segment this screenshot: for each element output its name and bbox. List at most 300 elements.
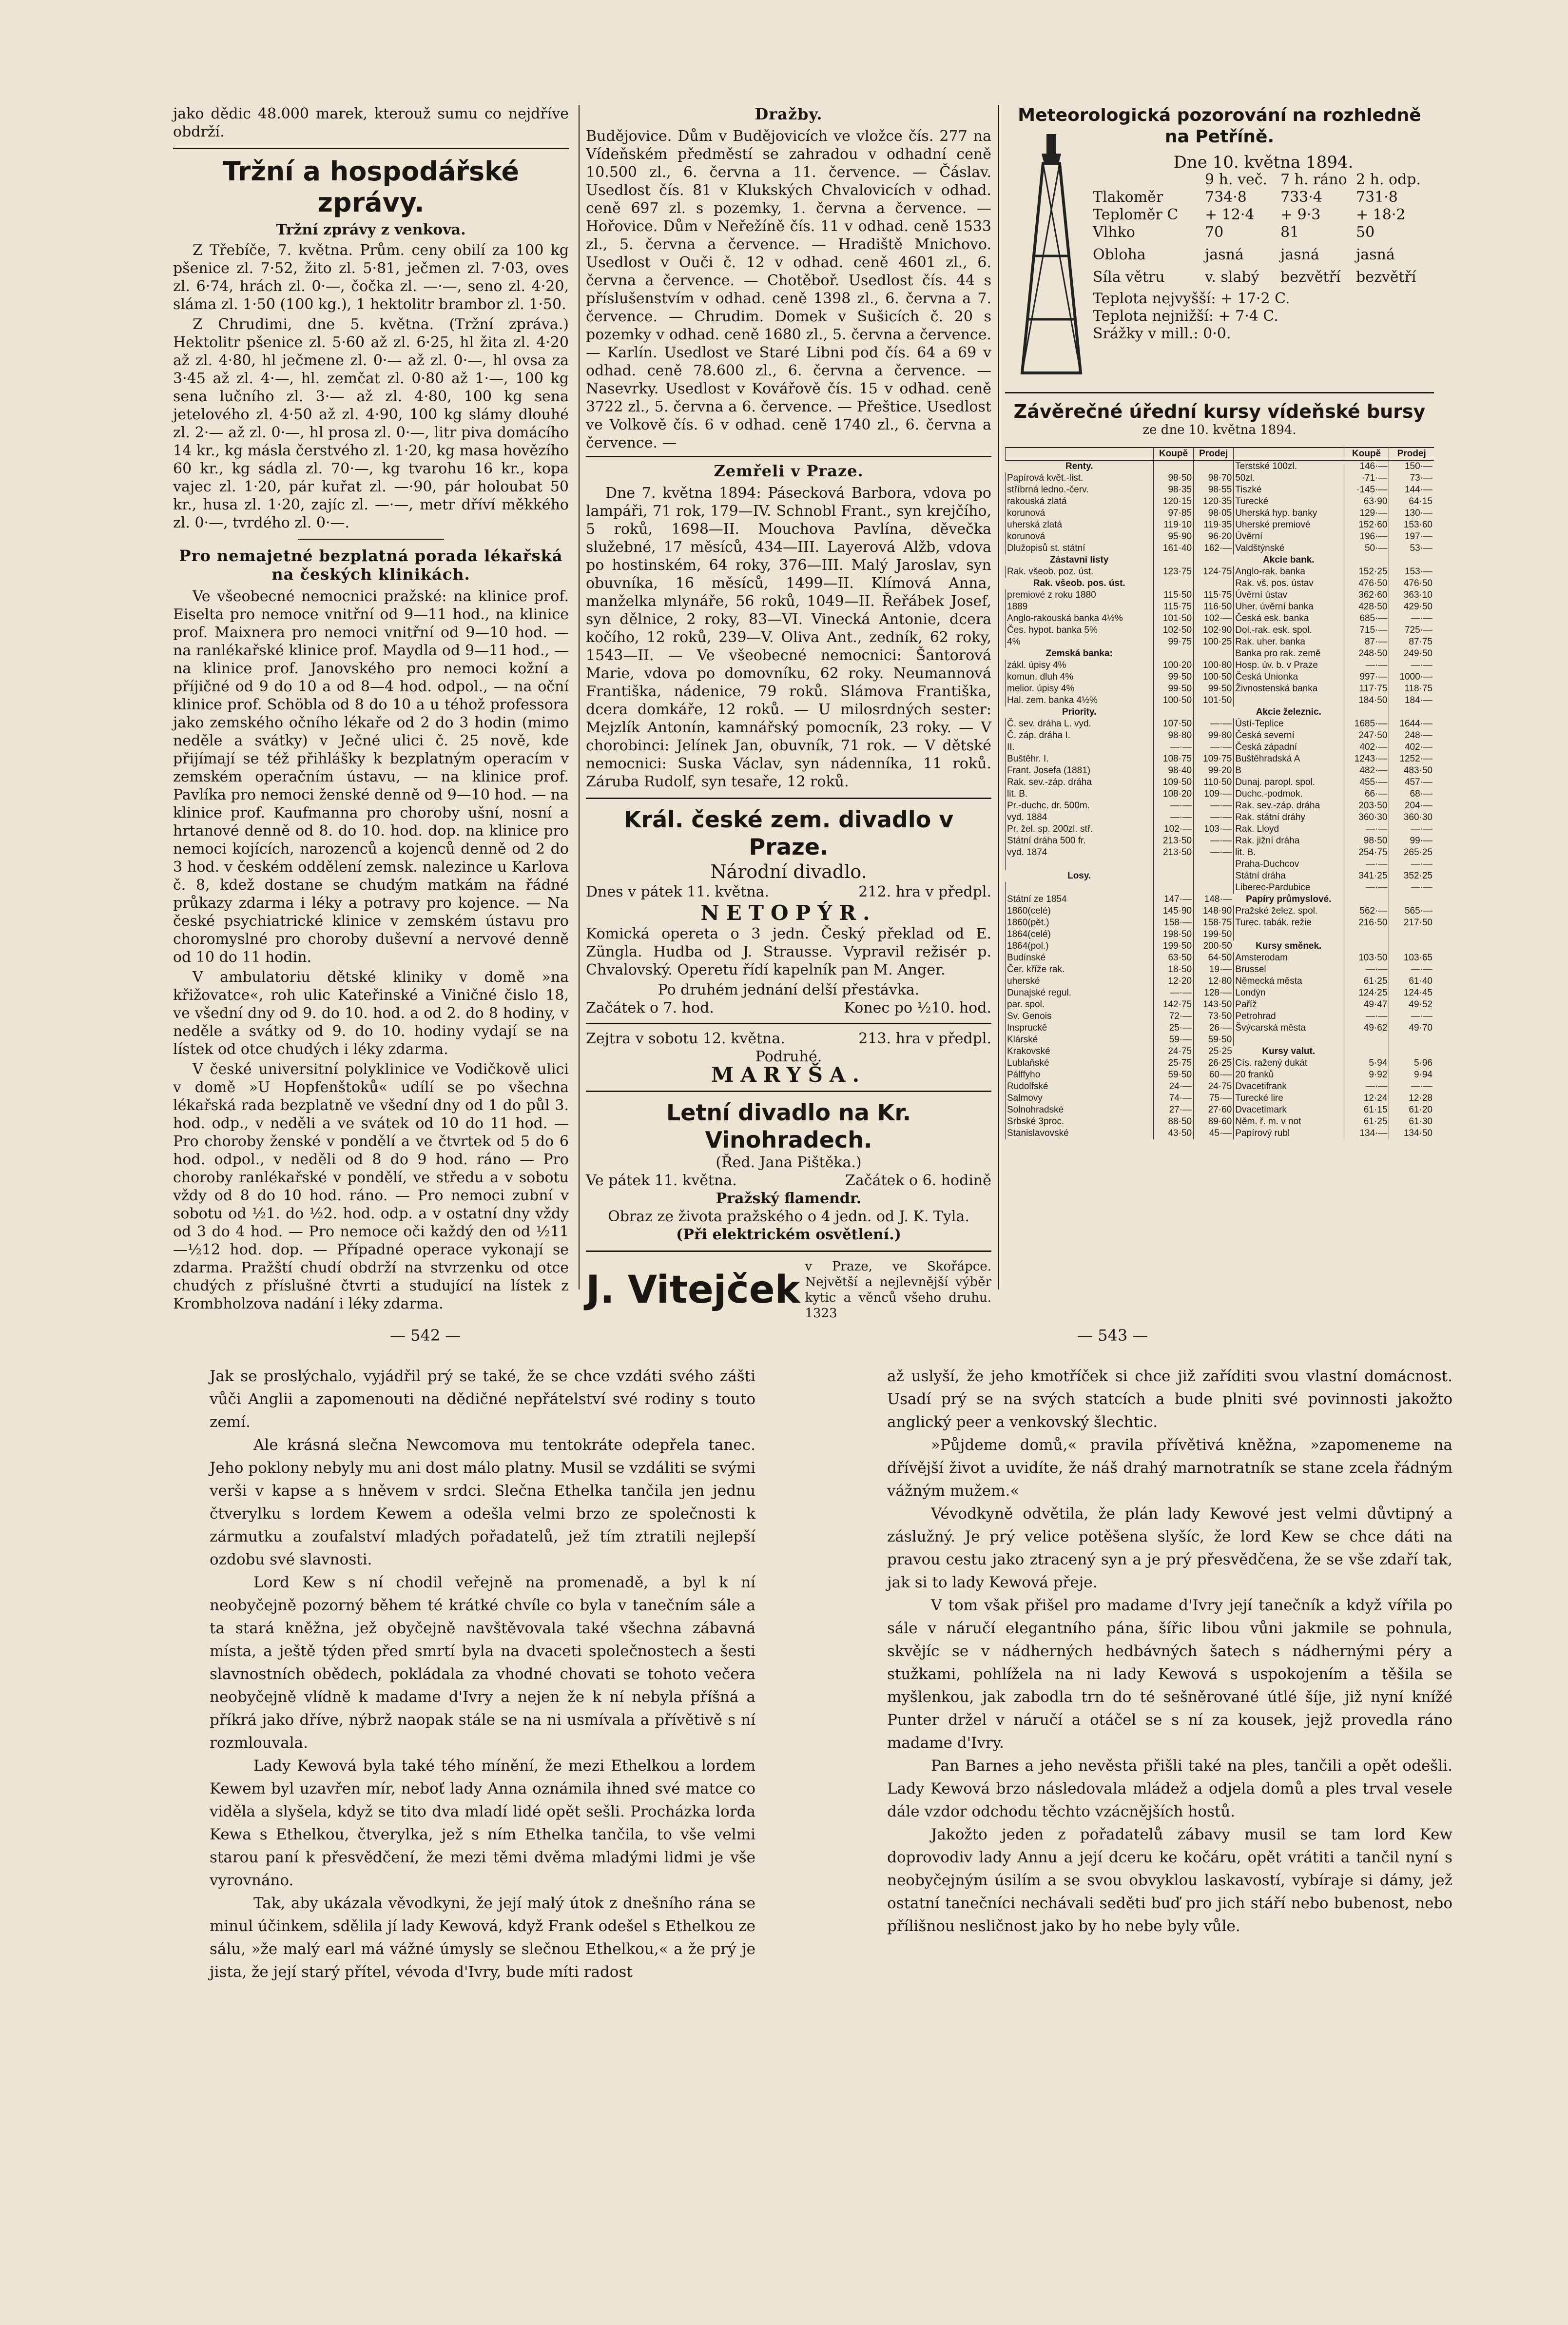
exchange-cell: 100·20 (1153, 660, 1193, 671)
exchange-cell: Paříž (1234, 999, 1344, 1011)
exchange-cell: 1889 (1006, 601, 1154, 613)
exchange-cell: 18·50 (1153, 964, 1193, 976)
exchange-row (1006, 695, 1434, 706)
exchange-cell: Rudolfské (1006, 1081, 1154, 1093)
theater-next-date: Zejtra v sobotu 12. května. (586, 1030, 785, 1047)
exchange-cell (1153, 578, 1193, 589)
exchange-row (1006, 683, 1434, 695)
exchange-cell: Živnostenská banka (1234, 683, 1344, 695)
exchange-cell: 476·50 (1389, 578, 1434, 589)
exchange-row (1006, 1046, 1434, 1057)
exchange-row (1006, 554, 1434, 566)
exchange-cell: 254·75 (1344, 847, 1389, 859)
exchange-cell: 74·— (1153, 1093, 1193, 1104)
exchange-cell (1234, 695, 1344, 706)
divider (586, 1091, 991, 1092)
exchange-cell: 50·— (1344, 543, 1389, 554)
exchange-cell: komun. dluh 4% (1006, 671, 1154, 683)
exchange-cell: 99·80 (1194, 730, 1234, 742)
exchange-cell: 9·94 (1389, 1069, 1434, 1081)
exchange-cell: Úvěrní ústav (1234, 589, 1344, 601)
exchange-cell (1234, 1034, 1344, 1046)
weather-value: 734·8 (1205, 189, 1247, 206)
exchange-cell: 5·94 (1344, 1057, 1389, 1069)
exchange-cell: 115·75 (1194, 589, 1234, 601)
exchange-cell: Turecké lire (1234, 1093, 1344, 1104)
exchange-cell (1153, 706, 1193, 718)
exchange-cell: 25·25 (1194, 1046, 1234, 1057)
exchange-cell: 184·— (1389, 695, 1434, 706)
exchange-row (1006, 660, 1434, 671)
exchange-cell: 143·50 (1194, 999, 1234, 1011)
exchange-row (1006, 566, 1434, 578)
exchange-cell: 120·35 (1194, 496, 1234, 508)
exchange-cell: Inspruckě (1006, 1022, 1154, 1034)
exchange-cell: 249·50 (1389, 648, 1434, 660)
exchange-cell: 129·— (1344, 508, 1389, 519)
exchange-cell: 457·— (1389, 777, 1434, 788)
exchange-cell: uherská zlatá (1006, 519, 1154, 531)
exchange-cell: 12·28 (1389, 1093, 1434, 1104)
weather-value: 50 (1356, 224, 1375, 241)
exchange-row (1006, 625, 1434, 636)
exchange-cell: 66·— (1344, 788, 1389, 800)
exchange-cell: 99·— (1389, 835, 1434, 847)
divider (1005, 392, 1434, 393)
exchange-cell: 73·50 (1194, 1011, 1234, 1022)
exchange-cell: Státní dráha (1234, 870, 1344, 882)
exchange-cell: Švýcarská města (1234, 1022, 1344, 1034)
exchange-cell: 196·— (1344, 531, 1389, 543)
exchange-cell: vyd. 1884 (1006, 812, 1154, 823)
exchange-cell: —·— (1344, 859, 1389, 870)
exchange-cell: Brussel (1234, 964, 1344, 976)
exchange-cell: Amsterodam (1234, 952, 1344, 964)
weather-value: jasná (1205, 246, 1244, 263)
exchange-cell (1194, 648, 1234, 660)
exchange-cell: 20 franků (1234, 1069, 1344, 1081)
theater-intermission: Po druhém jednání delší přestávka. (658, 981, 920, 998)
exchange-cell: —·— (1194, 835, 1234, 847)
exchange-cell: 158·— (1153, 917, 1193, 929)
exchange-cell: 59·50 (1153, 1069, 1193, 1081)
exchange-cell: B (1234, 765, 1344, 777)
exchange-cell: Dunajské regul. (1006, 987, 1154, 999)
exchange-cell: Lublaňské (1006, 1057, 1154, 1069)
theater-summer-lighting: (Při elektrickém osvětlení.) (676, 1226, 901, 1243)
exchange-cell: —·— (1153, 812, 1193, 823)
exchange-cell: 248·50 (1344, 648, 1389, 660)
exchange-cell: Anglo-rak. banka (1234, 566, 1344, 578)
exchange-cell: 19·— (1194, 964, 1234, 976)
exchange-cell: Čes. hypot. banka 5% (1006, 625, 1154, 636)
exchange-cell: Uherská hyp. banky (1234, 508, 1344, 519)
exchange-cell: 153·— (1389, 566, 1434, 578)
exchange-cell: Buštěhradská A (1234, 753, 1344, 765)
exchange-cell: Pražské želez. spol. (1234, 905, 1344, 917)
exchange-cell: —·— (1153, 987, 1193, 999)
exchange-cell: 61·25 (1344, 976, 1389, 987)
weather-label-wind: Síla větru (1093, 269, 1165, 286)
exchange-cell: Frant. Josefa (1881) (1006, 765, 1154, 777)
exchange-cell: Rak. jižní dráha (1234, 835, 1344, 847)
exchange-cell: par. spol. (1006, 999, 1154, 1011)
exchange-cell: Akcie železnic. (1256, 707, 1321, 717)
exchange-cell: Cís. ražený dukát (1234, 1057, 1344, 1069)
exchange-cell: Rak. sev.-záp. dráha (1234, 800, 1344, 812)
exchange-cell: 45·— (1194, 1128, 1234, 1139)
exchange-cell: 24·75 (1153, 1046, 1193, 1057)
exchange-row (1006, 460, 1434, 472)
exchange-cell: 1685·— (1344, 718, 1389, 730)
exchange-cell: Salmovy (1006, 1093, 1154, 1104)
exchange-row (1006, 976, 1434, 987)
exchange-cell (1344, 1046, 1389, 1057)
theater-national-subtitle: Národní divadlo. (710, 861, 867, 882)
exchange-row (1006, 1069, 1434, 1081)
theater-play-desc: Komická opereta o 3 jedn. Český překlad od E. Züngla. Hudba od J. Strausse. Vypravil režisér p. Chvalovský. Operetu řídí kapelník pan M. Anger. (586, 925, 991, 978)
exchange-cell: 118·75 (1389, 683, 1434, 695)
exchange-cell: Česká Unionka (1234, 671, 1344, 683)
theater-summer-director: (Řed. Jana Pištěka.) (716, 1154, 862, 1171)
exchange-cell: —·— (1389, 613, 1434, 625)
exchange-cell: lit. B. (1006, 788, 1154, 800)
exchange-cell: 73·— (1389, 472, 1434, 484)
exchange-cell: Renty. (1065, 461, 1093, 471)
exchange-cell: 107·50 (1153, 718, 1193, 730)
exchange-cell: 25·— (1153, 1022, 1193, 1034)
medical-para-2: V ambulatoriu dětské kliniky v domě »na křižovatce«, roh ulic Kateřinské a Viničné čislo 18, ve všední dny od 9. do 10. hod. a od 2. do 8 hodiny, v neděle a svátky od 9. do 10. hodiny vydají se na lístek od otce chudých i léky zdarma. (173, 969, 569, 1058)
exchange-cell (1344, 1034, 1389, 1046)
exchange-cell: 68·— (1389, 788, 1434, 800)
exchange-cell: Liberec-Pardubice (1234, 882, 1344, 894)
theater-subscription: 212. hra v předpl. (858, 883, 991, 900)
exchange-cell: 108·20 (1153, 788, 1193, 800)
exchange-cell: 99·50 (1153, 683, 1193, 695)
exchange-cell: Papírový rubl (1234, 1128, 1344, 1139)
exchange-cell: Zástavní listy (1050, 555, 1109, 565)
exchange-cell: 152·60 (1344, 519, 1389, 531)
exchange-header-cell: Prodej (1389, 448, 1434, 460)
exchange-cell: 362·60 (1344, 589, 1389, 601)
exchange-cell: 100·50 (1194, 671, 1234, 683)
exchange-cell: korunová (1006, 531, 1154, 543)
exchange-cell: —·— (1344, 660, 1389, 671)
exchange-cell: 109·50 (1153, 777, 1193, 788)
exchange-cell: 115·75 (1153, 601, 1193, 613)
exchange-cell: 198·50 (1153, 929, 1193, 940)
story-paragraph: Jak se proslýchalo, vyjádřil prý se také, že se chce vzdáti svého zášti vůči Anglii a zapomenouti na dědičné nepřátelství své rodiny s touto zemí. (210, 1368, 755, 1431)
exchange-cell (1153, 648, 1193, 660)
exchange-cell: —·— (1153, 742, 1193, 753)
theater-next-play: MARYŠA. (711, 1063, 867, 1087)
exchange-row (1006, 917, 1434, 929)
exchange-row (1006, 730, 1434, 742)
exchange-cell: lit. B. (1234, 847, 1344, 859)
exchange-cell: Pr.-duchc. dr. 500m. (1006, 800, 1154, 812)
theater-national-title: Král. české zem. divadlo v Praze. (623, 806, 954, 860)
story-paragraph: Jakožto jeden z pořadatelů zábavy musil se tam lord Kew doprovodiv lady Annu a její dceru ke kočáru, opět vrátiti a tančil nyní s neobyčejným úsilím a se svou obvyklou laskavostí, vybíraje si dámy, jež ostatní tanečníci nechávali seděti buď pro jich stáří nebo bubenost, nebo přílišnou nesličnost jako by ho nebe byly vůle. (887, 1826, 1452, 1935)
exchange-cell: 12·20 (1153, 976, 1193, 987)
weather-value: jasná (1356, 246, 1395, 263)
column-weather-exchange (1005, 105, 1434, 1294)
exchange-cell: Priority. (1062, 707, 1097, 717)
story-paragraph: »Půjdeme domů,« pravila přívětivá kněžna, »zapomeneme na dřívější život a uvidíte, že náš drahý marnotratník se stane zcela řádným vážným mužem.« (887, 1436, 1452, 1500)
exchange-cell: 49·47 (1344, 999, 1389, 1011)
weather-value: jasná (1280, 246, 1319, 263)
exchange-cell: 124·75 (1194, 566, 1234, 578)
exchange-cell: 1000·— (1389, 671, 1434, 683)
exchange-cell: 98·55 (1194, 484, 1234, 496)
exchange-cell: Rak. uher. banka (1234, 636, 1344, 648)
exchange-cell: Losy. (1067, 871, 1091, 881)
theater-play-title: NETOPÝR. (700, 901, 877, 925)
exchange-cell: Rak. vš. pos. ústav (1234, 578, 1344, 589)
exchange-cell (1006, 882, 1154, 894)
florist-ad-number: 1323 (805, 1306, 837, 1321)
exchange-cell: Stanislavovské (1006, 1128, 1154, 1139)
theater-summer-start: Začátek o 6. hodině (845, 1172, 991, 1189)
exchange-row (1006, 940, 1434, 952)
exchange-cell (1344, 929, 1389, 940)
exchange-row (1006, 1128, 1434, 1139)
exchange-cell: 98·35 (1153, 484, 1193, 496)
weather-time-2: 7 h. ráno (1280, 171, 1347, 188)
story-paragraph: Lady Kewová byla také tého mínění, že mezi Ethelkou a lordem Kewem byl uzavřen mír, neboť lady Anna oznámila ihned své matce co viděla a slyšela, když se tito dva mladí lidé opět sešli. Procházka lorda Kewa s Ethelkou, čtverylka, jež s ním Ethelka tančila, to vše velmi starou paní k přesvědčení, že mezi těmi dvěma mladými lidmi je vše vyrovnáno. (210, 1757, 755, 1889)
exchange-cell: 428·50 (1344, 601, 1389, 613)
exchange-cell: —·— (1389, 882, 1434, 894)
exchange-cell: —·— (1194, 718, 1234, 730)
exchange-cell (1153, 882, 1193, 894)
weather-time-3: 2 h. odp. (1356, 171, 1421, 188)
exchange-cell: 134·50 (1389, 1128, 1434, 1139)
exchange-cell: 98·70 (1194, 472, 1234, 484)
story-paragraph: V tom však přišel pro madame d'Ivry její tanečník a když vířila po sále v náručí elegantního pána, šířic libou vůni jakmile se pohnula, skvějíc se v nádherných hedbávných šatech s nádhernými péry a stužkami, pohlížela na ni lady Kewová s uspokojením a těšila se myšlenkou, jak zabodla trn do té sešněrované útlé šíje, již nyní knížé Punter držel v náručí a otáčel se s ní za kousek, jejž provedla ráno madame d'Ivry. (887, 1597, 1452, 1752)
exchange-cell: Petrohrad (1234, 1011, 1344, 1022)
exchange-cell: 103·— (1194, 823, 1234, 835)
auctions-text: Budějovice. Dům v Budějovicích ve vložce čís. 277 na Vídeňském předměstí se zahradou v odhadní ceně 10.500 zl., 6. června a 11. července. — Čáslav. Usedlost čís. 81 v Klukských Chvalovicích v odhad. ceně 697 zl. s pozemky, 1. června a července. — Hořovice. Dům v Neřežíně čís. 11 v odhad. ceně 1533 zl., 5. června a července. — Hradiště Mnichovo. Usedlost v Ouči č. 12 v odhad. ceně 4601 zl., 6. června a července. — Chotěboř. Usedlost čís. 44 s příslušenstvím v odhad. ceně 1398 zl., 6. června a 7. července. — Chrudim. Domek v Sušicích č. 20 s pozemky v odhad. ceně 1680 zl., 5. června a července. — Karlín. Usedlost ve Staré Libni pod čís. 64 a 69 v odhad. ceně 78.600 zl., 6. června a července. — Nasevrky. Usedlost v Kovářově čís. 15 v odhad. ceně 3722 zl., 5. června a 6. července. — Přeštice. Usedlost ve Volkově čís. 6 v odhad. ceně 1740 zl., 6. června a července. — (586, 128, 991, 451)
exchange-cell (1344, 706, 1389, 718)
exchange-cell: Čer. kříže rak. (1006, 964, 1154, 976)
exchange-cell: 95·90 (1153, 531, 1193, 543)
weather-block (1005, 105, 1434, 385)
exchange-cell: 49·62 (1344, 1022, 1389, 1034)
exchange-cell: —·— (1194, 800, 1234, 812)
exchange-cell: 145·90 (1153, 905, 1193, 917)
theater-start: Začátek o 7. hod. (586, 999, 714, 1016)
exchange-cell: 63·50 (1153, 952, 1193, 964)
market-subtitle: Tržní zprávy z venkova. (276, 221, 466, 238)
exchange-cell: ·145·— (1344, 484, 1389, 496)
weather-precipitation: Srážky v mill.: 0·0. (1093, 325, 1231, 342)
exchange-cell: 49·70 (1389, 1022, 1434, 1034)
exchange-row (1006, 1022, 1434, 1034)
exchange-cell: 1864(celé) (1006, 929, 1154, 940)
exchange-cell (1194, 859, 1234, 870)
exchange-row (1006, 964, 1434, 976)
exchange-cell: 53·— (1389, 543, 1434, 554)
exchange-cell: 146·— (1344, 460, 1389, 472)
exchange-cell: 213·50 (1153, 847, 1193, 859)
exchange-cell: 25·75 (1153, 1057, 1193, 1069)
exchange-cell (1344, 894, 1389, 905)
exchange-cell: 341·25 (1344, 870, 1389, 882)
exchange-cell: 117·75 (1344, 683, 1389, 695)
exchange-cell: 98·50 (1153, 472, 1193, 484)
exchange-cell: 88·50 (1153, 1116, 1193, 1128)
exchange-cell: 1860(celé) (1006, 905, 1154, 917)
exchange-cell: 402·— (1344, 742, 1389, 753)
exchange-cell: 142·75 (1153, 999, 1193, 1011)
exchange-cell (1153, 870, 1193, 882)
weather-value: 70 (1205, 224, 1224, 241)
exchange-cell: 12·80 (1194, 976, 1234, 987)
exchange-row (1006, 765, 1434, 777)
exchange-row (1006, 788, 1434, 800)
exchange-cell: 27·— (1153, 1104, 1193, 1116)
exchange-cell (1234, 929, 1344, 940)
exchange-cell: 24·— (1153, 1081, 1193, 1093)
story-paragraph: až uslyší, že jeho kmotříček si chce již zaříditi svou vlastní domácnost. Usadí prý se na svých statcích a bude plniti své povinnosti jakožto anglický peer a venkovský šlechtic. (887, 1368, 1452, 1431)
florist-ad-text: v Praze, ve Skořápce. Největší a nejlevnější výběr kytic a věnců všeho druhu. (805, 1259, 991, 1305)
column-auctions-theater (586, 105, 991, 1321)
exchange-row (1006, 472, 1434, 484)
exchange-cell: 109·— (1194, 788, 1234, 800)
exchange-row (1006, 531, 1434, 543)
exchange-row (1006, 905, 1434, 917)
exchange-cell: 61·30 (1389, 1116, 1434, 1128)
exchange-cell: Buštěhr. I. (1006, 753, 1154, 765)
exchange-cell: 102·— (1153, 823, 1193, 835)
exchange-cell (1194, 554, 1234, 566)
exchange-cell: 96·20 (1194, 531, 1234, 543)
exchange-cell: 152·25 (1344, 566, 1389, 578)
exchange-cell: Česká severní (1234, 730, 1344, 742)
exchange-cell: 103·50 (1344, 952, 1389, 964)
exchange-cell: Klárské (1006, 1034, 1154, 1046)
exchange-cell: —·— (1344, 964, 1389, 976)
exchange-cell: Rak. státní dráhy (1234, 812, 1344, 823)
divider (173, 148, 569, 149)
exchange-row (1006, 601, 1434, 613)
exchange-header-cell: Prodej (1194, 448, 1234, 460)
exchange-cell: zákl. úpisy 4% (1006, 660, 1154, 671)
exchange-row (1006, 1116, 1434, 1128)
exchange-cell: —·— (1344, 882, 1389, 894)
exchange-cell: Zemská banka: (1045, 648, 1113, 659)
exchange-cell: 200·50 (1194, 940, 1234, 952)
exchange-cell: 64·15 (1389, 496, 1434, 508)
weather-label-pressure: Tlakoměr (1093, 189, 1163, 206)
exchange-cell (1344, 554, 1389, 566)
exchange-row (1006, 812, 1434, 823)
column-market-medical (173, 105, 569, 1312)
market-trebic: Z Třebíče, 7. května. Prům. ceny obilí za 100 kg pšenice zl. 7·52, žito zl. 5·81, ječmen zl. 7·03, oves zl. 6·74, hrách zl. 0·—, čočka zl. —·—, seno zl. 4·20, sláma zl. 1·50 (100 kg.), 1 hektolitr brambor zl. 1·50. (173, 242, 569, 313)
exchange-row (1006, 894, 1434, 905)
exchange-cell (1194, 706, 1234, 718)
divider (586, 798, 991, 799)
exchange-row (1006, 718, 1434, 730)
exchange-cell: Kursy směnek. (1256, 941, 1322, 951)
exchange-cell: Dvacetifrank (1234, 1081, 1344, 1093)
weather-value: 81 (1280, 224, 1299, 241)
exchange-cell: 99·50 (1194, 683, 1234, 695)
exchange-cell: Tiszké (1234, 484, 1344, 496)
exchange-cell: Úvěrní (1234, 531, 1344, 543)
florist-ad (586, 1259, 991, 1321)
exchange-cell: 128·— (1194, 987, 1234, 999)
exchange-cell: Něm. ř. m. v not (1234, 1116, 1344, 1128)
exchange-row (1006, 613, 1434, 625)
column-rule-2 (998, 105, 999, 1289)
exchange-row (1006, 484, 1434, 496)
exchange-date: ze dne 10. května 1894. (1142, 423, 1297, 437)
exchange-row (1006, 929, 1434, 940)
exchange-cell: 352·25 (1389, 870, 1434, 882)
exchange-cell: Srbské 3proc. (1006, 1116, 1154, 1128)
exchange-cell (1389, 940, 1434, 952)
exchange-cell: ·71·— (1344, 472, 1389, 484)
exchange-cell: 50zl. (1234, 472, 1344, 484)
exchange-cell: —·— (1389, 859, 1434, 870)
theater-end: Konec po ½10. hod. (844, 999, 991, 1016)
exchange-cell: Anglo-rakouská banka 4½% (1006, 613, 1154, 625)
exchange-cell (1153, 460, 1193, 472)
exchange-cell: premiové z roku 1880 (1006, 589, 1154, 601)
exchange-cell (1389, 554, 1434, 566)
exchange-cell: 1860(pět.) (1006, 917, 1154, 929)
weather-value: + 9·3 (1280, 206, 1321, 223)
exchange-cell: 24·75 (1194, 1081, 1234, 1093)
exchange-cell: Dvacetimark (1234, 1104, 1344, 1116)
exchange-row (1006, 578, 1434, 589)
exchange-cell: 108·75 (1153, 753, 1193, 765)
exchange-cell: Č. záp. dráha I. (1006, 730, 1154, 742)
exchange-cell: Terstské 100zl. (1234, 460, 1344, 472)
exchange-cell (1153, 859, 1193, 870)
exchange-cell: 61·25 (1344, 1116, 1389, 1128)
exchange-cell (1389, 1046, 1434, 1057)
exchange-cell: 101·50 (1153, 613, 1193, 625)
exchange-cell: Německá města (1234, 976, 1344, 987)
exchange-cell: Ústí-Teplice (1234, 718, 1344, 730)
exchange-cell: —·— (1389, 1081, 1434, 1093)
exchange-cell: 99·20 (1194, 765, 1234, 777)
exchange-cell: 203·50 (1344, 800, 1389, 812)
exchange-cell: 247·50 (1344, 730, 1389, 742)
weather-value: v. slabý (1205, 269, 1259, 286)
exchange-cell: Banka pro rak. země (1234, 648, 1344, 660)
exchange-cell: 1252·— (1389, 753, 1434, 765)
exchange-header-cell: Koupě (1344, 448, 1389, 460)
exchange-cell: 150·— (1389, 460, 1434, 472)
exchange-title: Závěrečné úřední kursy vídeňské bursy (1013, 401, 1426, 422)
exchange-row (1006, 952, 1434, 964)
exchange-cell: 363·10 (1389, 589, 1434, 601)
divider (586, 456, 991, 457)
exchange-cell: 213·50 (1153, 835, 1193, 847)
exchange-row (1006, 1093, 1434, 1104)
exchange-cell: Pálffyho (1006, 1069, 1154, 1081)
exchange-cell: 455·— (1344, 777, 1389, 788)
exchange-cell: vyd. 1874 (1006, 847, 1154, 859)
column-rule-1 (579, 105, 580, 1289)
exchange-cell: 120·15 (1153, 496, 1193, 508)
medical-para-3: V české universitní polyklinice ve Vodičkově ulici v domě »U Hopfenštoků« udílí se po všechna lékařská rada bezplatně ve všední dny od 1 do půl 3. hod. odp., v neděli a ve svátek od 10 do 11 hod. — Pro choroby ženské v pondělí a ve čtvrtek od 5 do 6 hod. odpol., v neděli od 8 do 9 hod. ráno — Pro choroby ranlékařské v pondělí, ve středu a v sobotu vždy od 8 do 10 hod. ráno. — Pro nemoci zubní v sobotu od ½1. do ½2. hod. odp. a v ostatní dny vždy od 3 do 4 hod. — Pro nemoce oči každý den od ½11—½12 hod. dop. — Případné operace vykonají se zdarma. Pražští chudí obdrží na stvrzenku od otce chudých z příslušné čtvrti a studující na lístek z Krombholzova nadání i léky zdarma. (173, 1061, 569, 1312)
exchange-row (1006, 742, 1434, 753)
exchange-cell: Kursy valut. (1262, 1046, 1316, 1056)
market-title: Tržní a hospodářské zprávy. (222, 156, 520, 218)
